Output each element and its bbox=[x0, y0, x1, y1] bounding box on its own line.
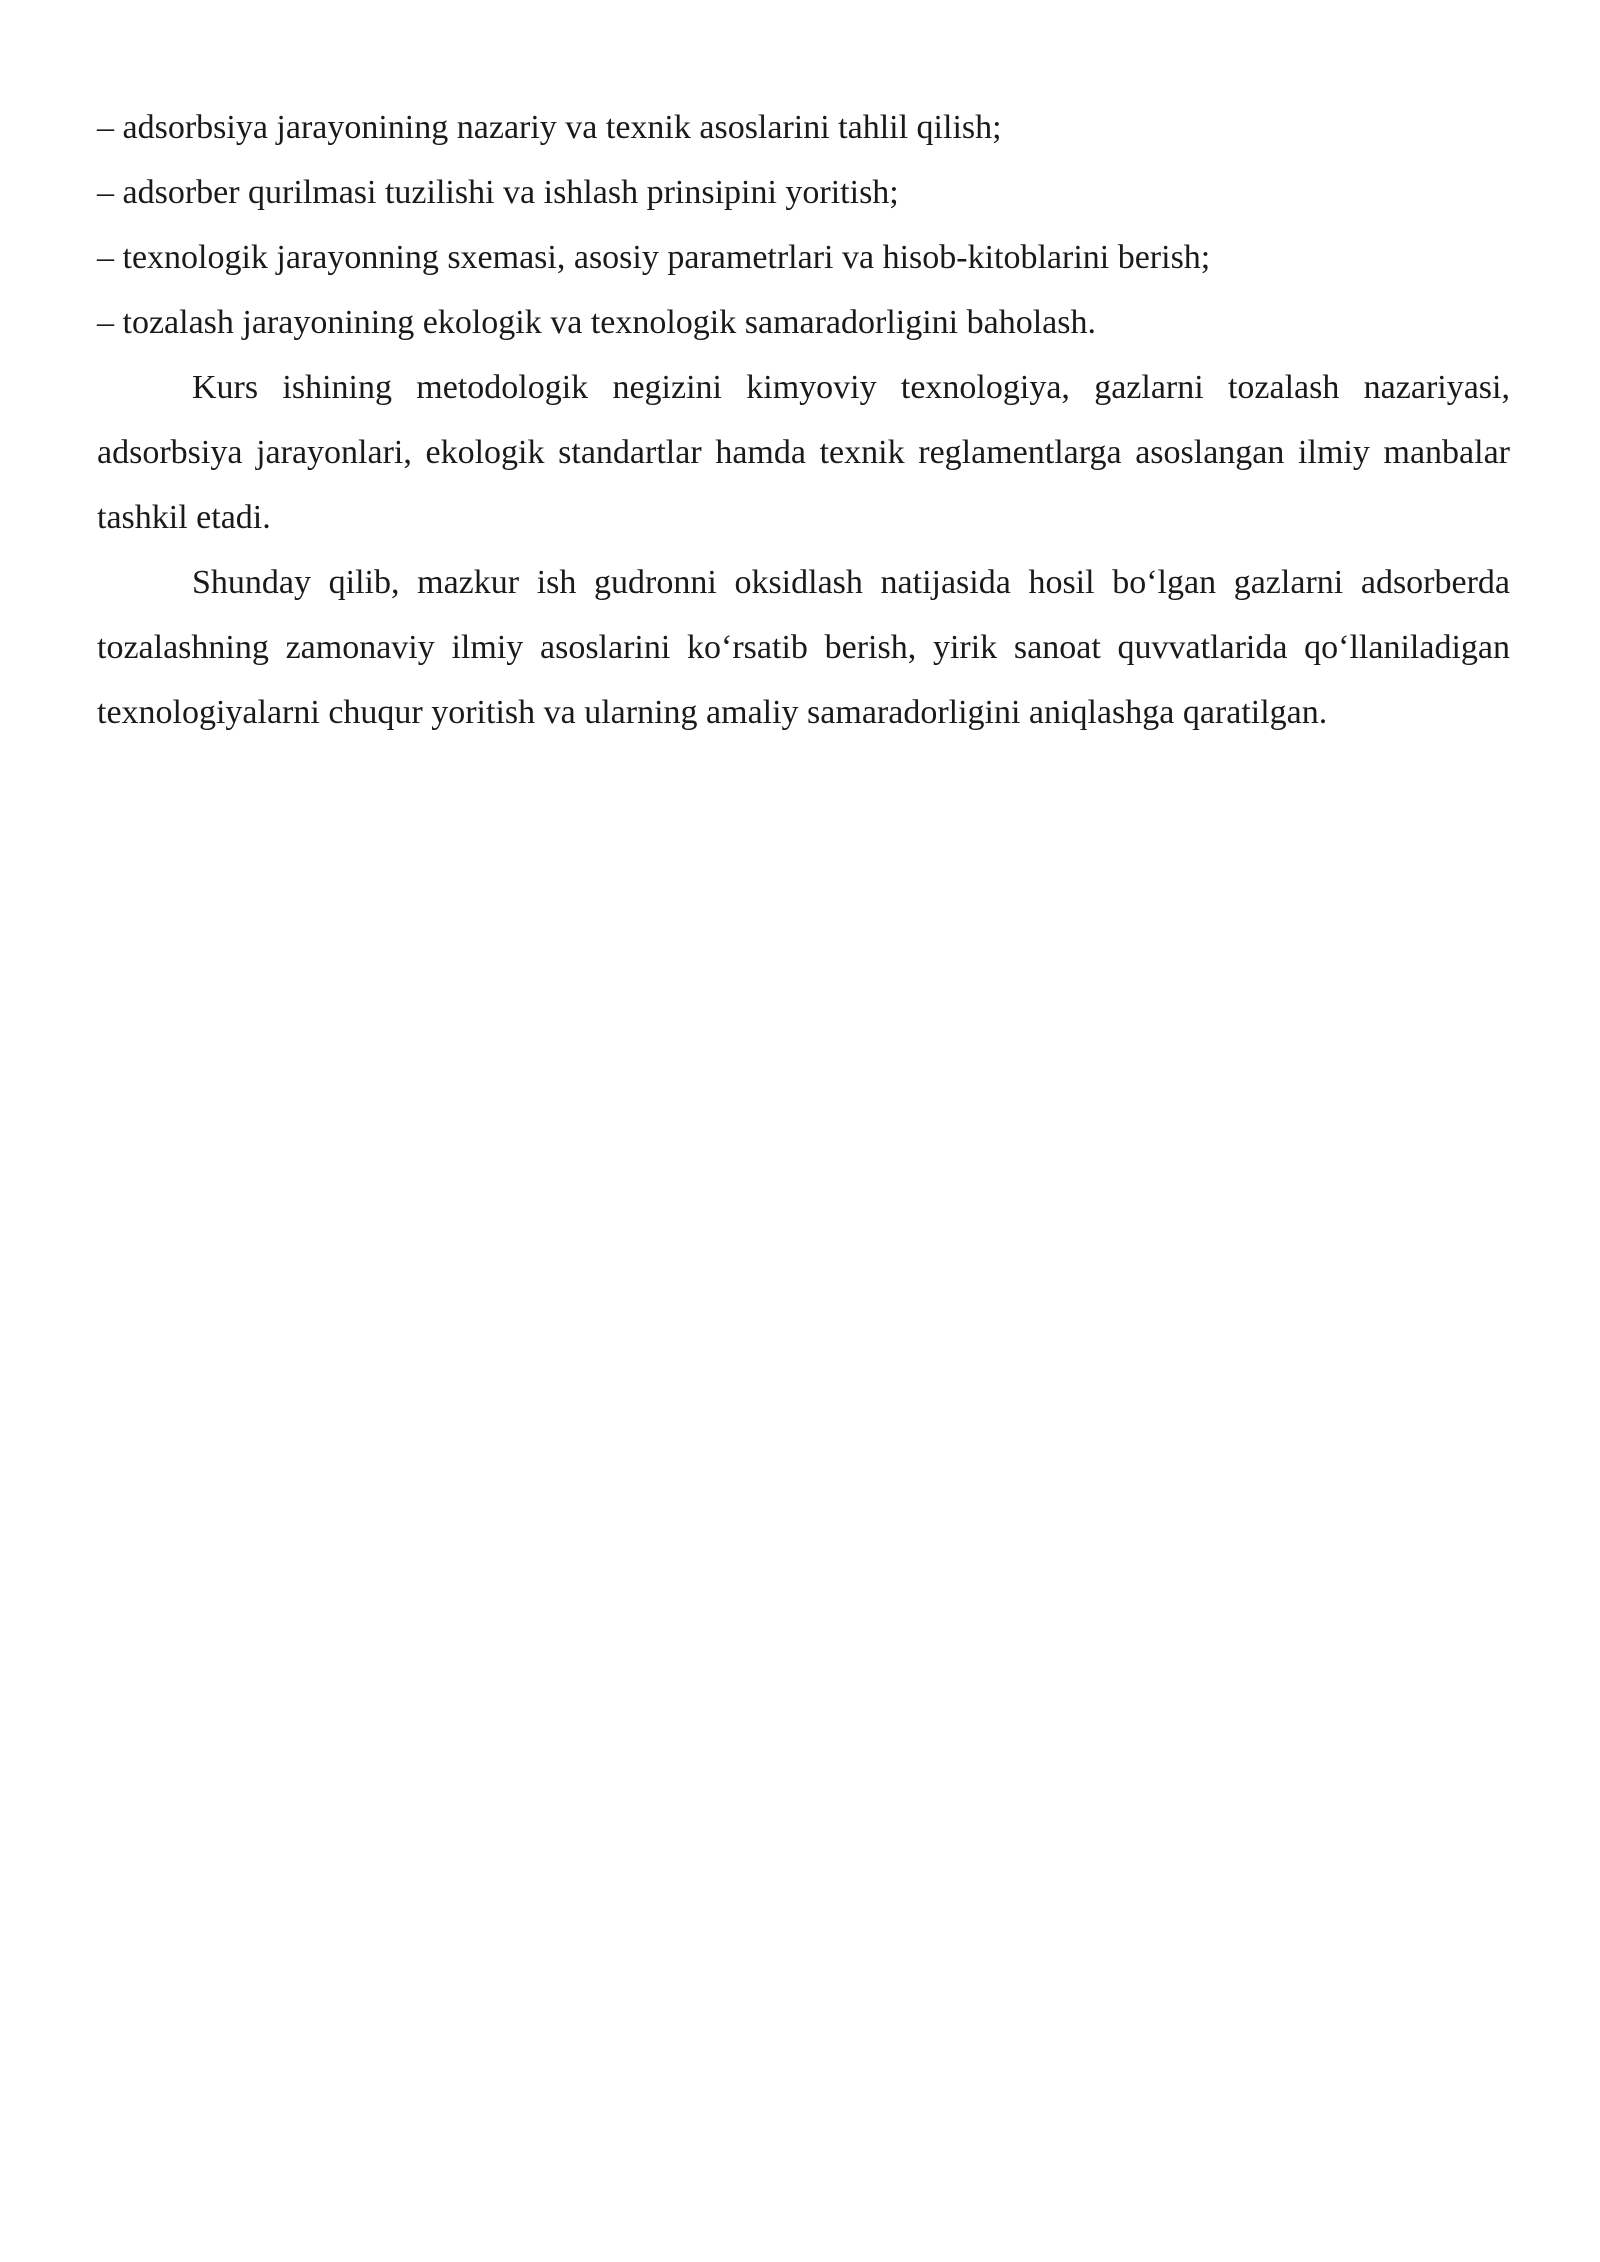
conclusion-paragraph: Shunday qilib, mazkur ish gudronni oksidlash natijasida hosil bo‘lgan gazlarni adsorberda tozalashning zamonaviy ilmiy asoslarini ko‘rsatib berish, yirik sanoat quvvatlarida qo‘llaniladigan texnologiyalarni chuqur yoritish va ularning amaliy samaradorligini aniqlashga qaratilgan. bbox=[97, 564, 1510, 731]
methodology-paragraph: Kurs ishining metodologik negizini kimyoviy texnologiya, gazlarni tozalash nazariyasi, adsorbsiya jarayonlari, ekologik standartlar hamda texnik reglamentlarga asoslangan ilmiy manbalar tashkil etadi. bbox=[97, 369, 1510, 536]
document-page bbox=[97, 95, 1510, 745]
list-item: – tozalash jarayonining ekologik va texnologik samaradorligini baholash. bbox=[97, 304, 1096, 341]
list-item: – texnologik jarayonning sxemasi, asosiy parametrlari va hisob-kitoblarini berish; bbox=[97, 239, 1211, 276]
list-item: – adsorber qurilmasi tuzilishi va ishlash prinsipini yoritish; bbox=[97, 174, 899, 211]
objectives-list bbox=[97, 95, 1510, 355]
list-item: – adsorbsiya jarayonining nazariy va texnik asoslarini tahlil qilish; bbox=[97, 109, 1002, 146]
